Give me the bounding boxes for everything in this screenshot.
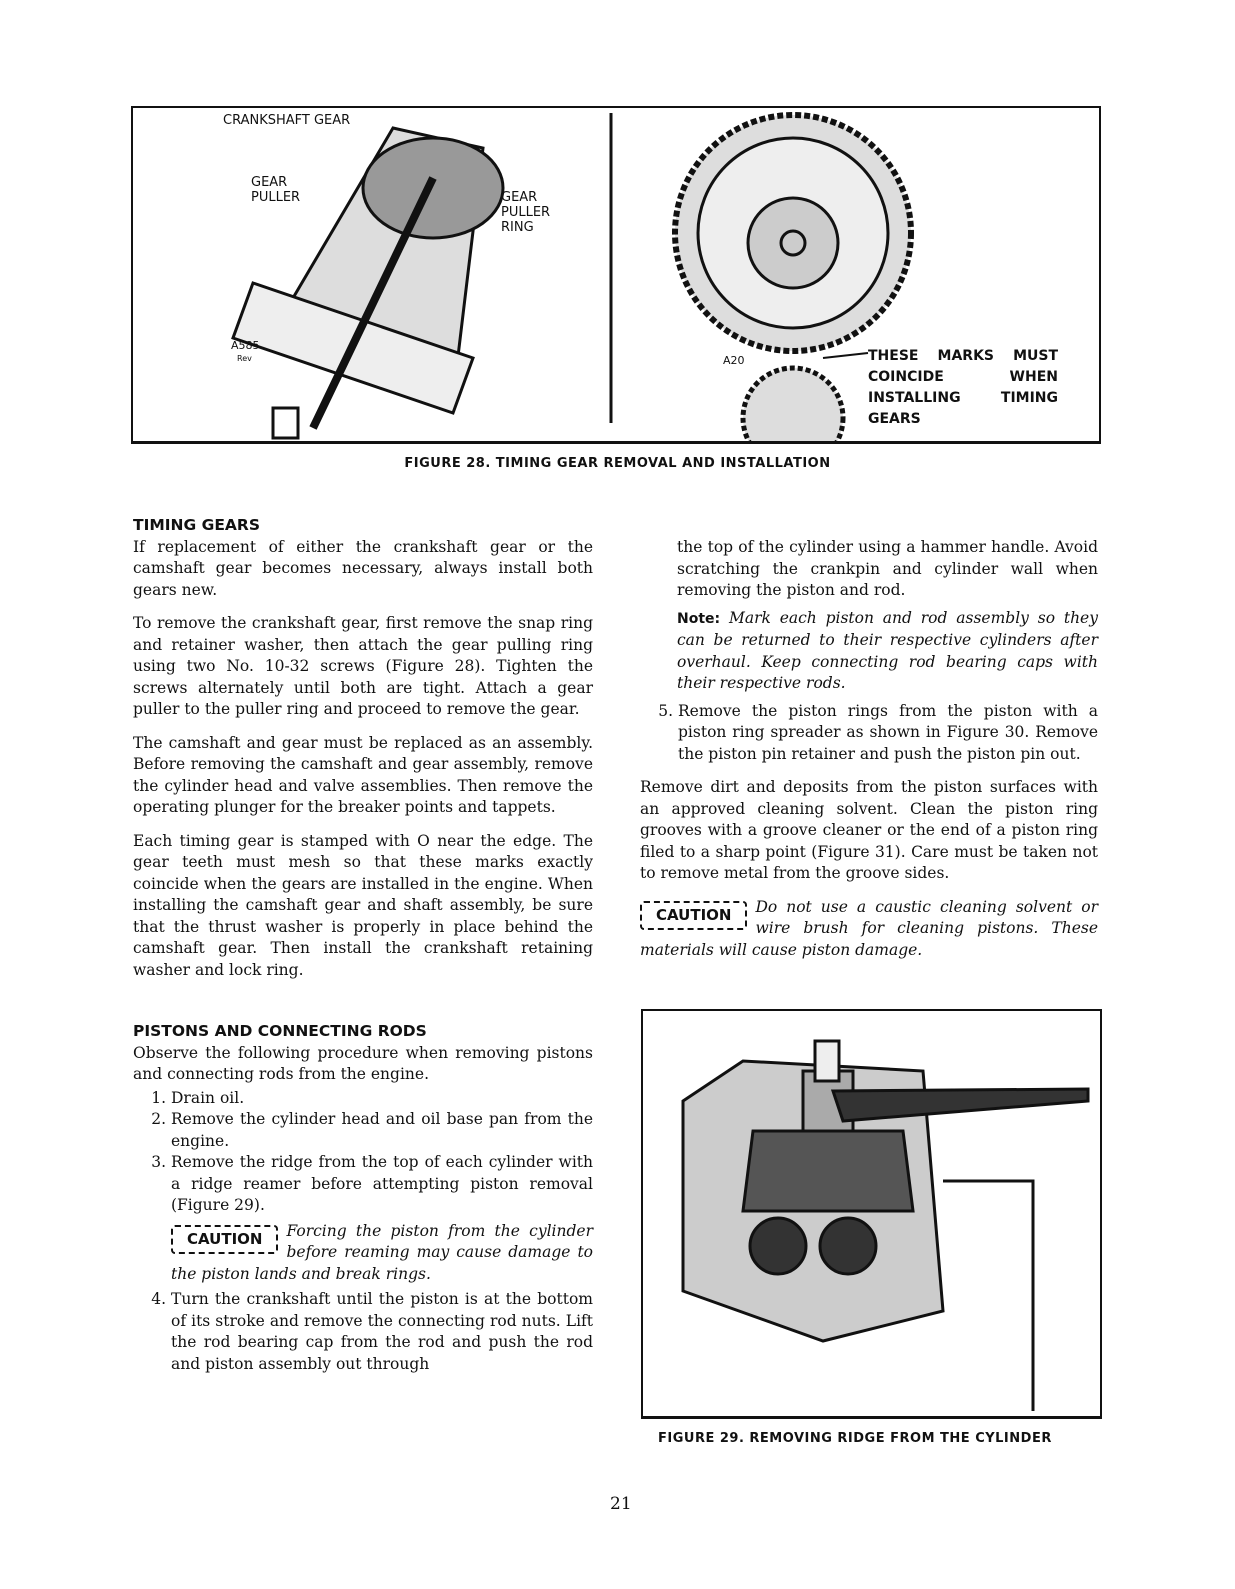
label-gear-puller: GEAR PULLER [251, 175, 301, 205]
paragraph: To remove the crankshaft gear, first remove the snap ring and retainer washer, then attach the gear pulling ring using two No. 10-32 screws (Figure 28). Tighten the screws alternately until both are tight. Attach a gear puller to the puller ring and proceed to remove the gear. [133, 614, 593, 718]
paragraph: Remove dirt and deposits from the piston surfaces with an approved cleaning solvent. Clean the piston ring grooves with a groove cleaner or the end of a piston ring filed to a sharp point (Figure 31). Care must be taken not to remove metal from the groove sides. [640, 778, 1098, 882]
procedure-steps [133, 1088, 593, 1376]
caution-text: Do not use a caustic cleaning solvent or wire brush for cleaning pistons. These materials will cause piston damage. [640, 897, 1098, 959]
right-column [640, 537, 1098, 961]
step: 5. Remove the piston rings from the piston with a piston ring spreader as shown in Figure 30. Remove the piston pin retainer and push the piston pin out. [678, 701, 1098, 766]
label-crankshaft-gear: CRANKSHAFT GEAR [223, 113, 351, 128]
paragraph: The camshaft and gear must be replaced as an assembly. Before removing the camshaft and gear assembly, remove the cylinder head and valve assemblies. Then remove the operating plunger for the breaker points and tappets. [133, 733, 593, 816]
paragraph: If replacement of either the crankshaft gear or the camshaft gear becomes necessary, always install both gears new. [133, 537, 593, 599]
figure-code-left: A585 [231, 339, 260, 352]
ridge-reamer-illustration [643, 1011, 1100, 1416]
paragraph: Each timing gear is stamped with O near the edge. The gear teeth must mesh so that these marks exactly coincide when the gears are installed in the engine. When installing the camshaft gear and shaft assembly, be sure that the thrust washer is properly in place behind the camshaft gear. Then install the crankshaft retaining washer and lock ring. [133, 831, 593, 979]
page-number: 21 [610, 1494, 632, 1514]
figure-28 [131, 106, 1101, 444]
figure-28-caption: FIGURE 28. TIMING GEAR REMOVAL AND INSTALLATION [404, 456, 831, 471]
figure-29 [641, 1009, 1102, 1419]
paragraph: the top of the cylinder using a hammer handle. Avoid scratching the crankpin and cylinder wall when removing the piston and rod. [677, 538, 1098, 599]
figure-29-caption: FIGURE 29. REMOVING RIDGE FROM THE CYLINDER [658, 1431, 1052, 1446]
figure-code-left-rev: Rev [237, 354, 252, 363]
label-gear-puller-ring: GEAR PULLER RING [501, 190, 551, 235]
procedure-steps-continued [640, 701, 1098, 766]
label-timing-marks-note: THESE MARKS MUST COINCIDE WHEN INSTALLING TIMING GEARS [868, 348, 1058, 427]
note [640, 608, 1098, 695]
caution-block [640, 897, 1098, 962]
caution-badge: CAUTION [640, 901, 747, 931]
caution-block [171, 1221, 593, 1286]
caution-text: Forcing the piston from the cylinder before reaming may cause damage to the piston lands and break rings. [171, 1221, 593, 1283]
figure-code-right: A20 [723, 354, 745, 367]
paragraph: Observe the following procedure when removing pistons and connecting rods from the engine. [133, 1043, 593, 1083]
section-heading-pistons: PISTONS AND CONNECTING RODS [133, 1022, 427, 1040]
section-heading-timing-gears: TIMING GEARS [133, 516, 261, 534]
note-label: Note: [677, 610, 721, 627]
step: 3. Remove the ridge from the top of each cylinder with a ridge reamer before attempting piston removal (Figure 29). [171, 1152, 593, 1217]
step: 1. Drain oil. [171, 1088, 593, 1110]
note-text: Mark each piston and rod assembly so they can be returned to their respective cylinders after overhaul. Keep connecting rod bearing caps with their respective rods. [677, 608, 1098, 692]
step: 2. Remove the cylinder head and oil base pan from the engine. [171, 1109, 593, 1152]
left-column [133, 515, 593, 1375]
caution-badge: CAUTION [171, 1225, 278, 1255]
step: 4. Turn the crankshaft until the piston is at the bottom of its stroke and remove the connecting rod nuts. Lift the rod bearing cap from the rod and push the rod and piston assembly out through [171, 1289, 593, 1375]
